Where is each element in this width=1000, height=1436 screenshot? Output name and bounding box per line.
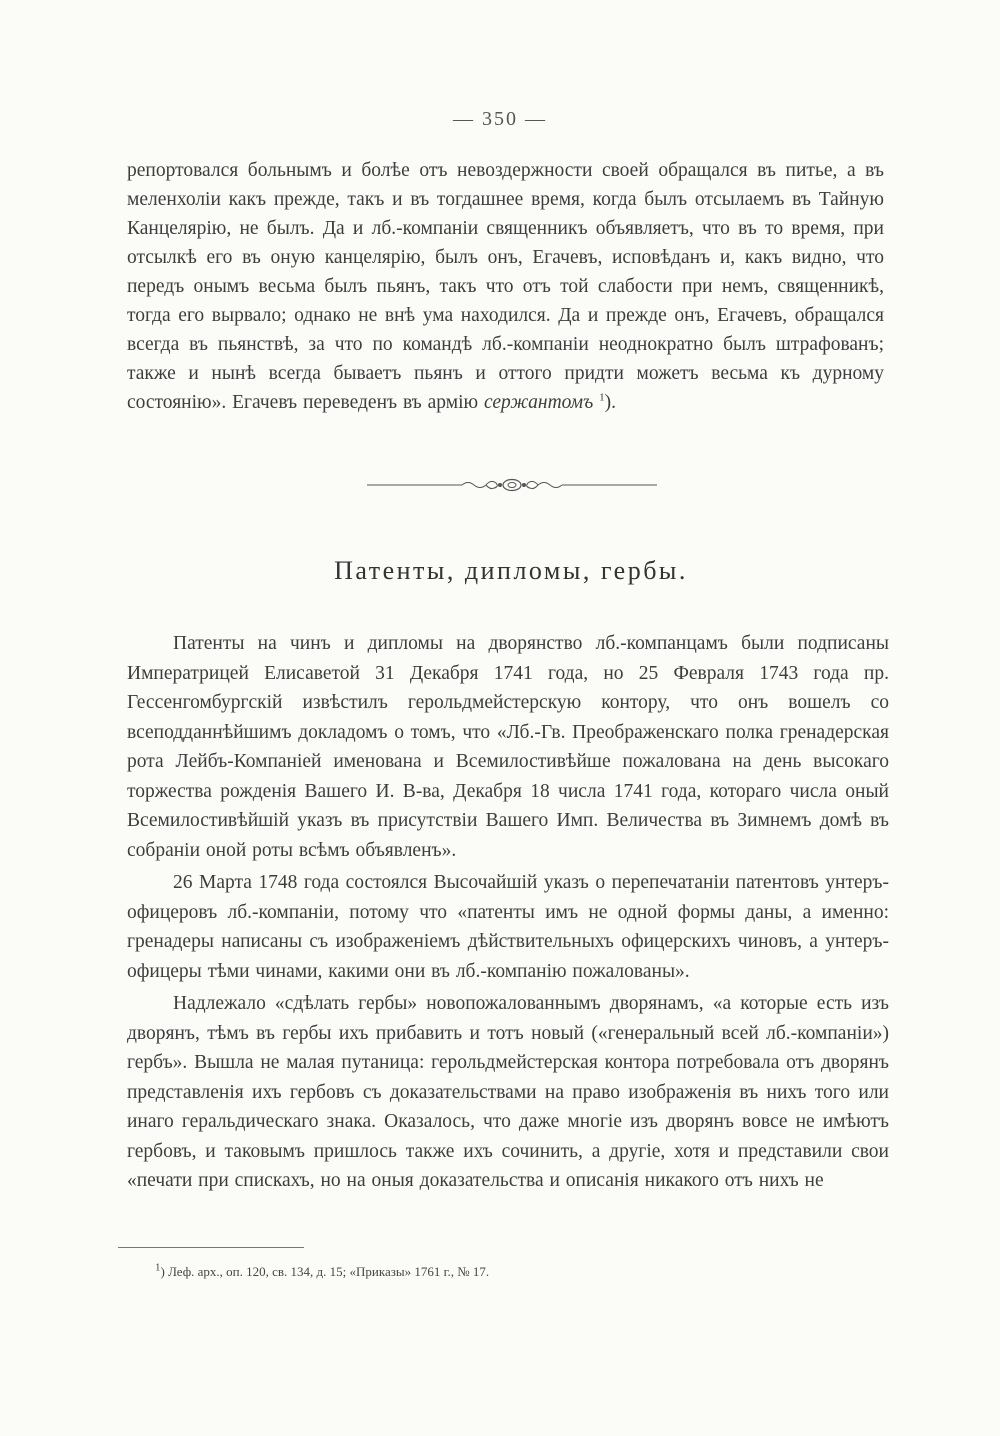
continuation-text [127, 156, 884, 417]
continuation-text-end: ). [604, 392, 616, 413]
footnote-text: ) Леф. арх., оп. 120, св. 134, д. 15; «Приказы» 1761 г., № 17. [160, 1264, 490, 1279]
continuation-text-main: репортовался больнымъ и болѣе отъ невоздержности своей обращался въ питье, а въ меленхоліи какъ прежде, такъ и въ тогдашнее время, когда былъ отсылаемъ въ Тайную Канцелярію, не былъ. Да и лб.-компаніи священникъ объявляетъ, что въ то время, при отсылкѣ его въ оную канцелярію, былъ онъ, Егачевъ, исповѣданъ и, какъ видно, что передъ онымъ весьма былъ пьянъ, такъ что отъ той слабости при немъ, священникѣ, тогда его вырвало; однако не внѣ ума находился. Да и прежде онъ, Егачевъ, обращался всегда въ пьянствѣ, за что по командѣ лб.-компаніи неоднократно былъ штрафованъ; также и нынѣ всегда бываетъ пьянъ и оттого придти можетъ весьма къ дурному состоянію». Егачевъ переведенъ въ армію [127, 160, 884, 413]
section-body [127, 629, 889, 1199]
continuation-paragraph [127, 156, 884, 417]
footnote-reference: 1 [599, 391, 605, 404]
footnote-separator [118, 1247, 304, 1248]
section-heading: Патенты, дипломы, гербы. [334, 556, 688, 585]
emphasized-word: сержантомъ [483, 392, 594, 413]
paragraph-patents: Патенты на чинъ и дипломы на дворянство лб.-компанцамъ были подписаны Императрицей Елисаветой 31 Декабря 1741 года, но 25 Февраля 1743 года пр. Гессенгомбургскій извѣстилъ герольдмейстерскую контору, что онъ вошелъ со всеподданнѣйшимъ докладомъ о томъ, что «Лб.-Гв. Преображенскаго полка гренадерская рота Лейбъ-Компаніей именована и Всемилостивѣйше пожалована на день высокаго торжества рожденія Вашего И. В-ва, Декабря 18 числа 1741 года, котораго числа оный Всемилостивѣйшій указъ въ присутствіи Вашего Имп. Величества въ Зимнемъ домѣ въ собраніи оной роты всѣмъ объявленъ». [127, 633, 889, 861]
paragraph-decree: 26 Марта 1748 года состоялся Высочайшій указъ о перепечатаніи патентовъ унтеръ-офицеровъ лб.-компаніи, потому что «патенты имъ не одной формы даны, а именно: гренадеры написаны съ изображеніемъ дѣйствительныхъ офицерскихъ чиновъ, а унтеръ-офицеры тѣми чинами, какими они въ лб.-компанію пожалованы». [127, 872, 889, 982]
ornamental-divider [367, 474, 657, 496]
page-number: — 350 — [453, 108, 547, 130]
footnote-marker: 1 [155, 1261, 161, 1274]
footnote [155, 1261, 490, 1280]
paragraph-coats-of-arms: Надлежало «сдѣлать гербы» новопожалованнымъ дворянамъ, «а которые есть изъ дворянъ, тѣмъ въ гербы ихъ прибавить и тотъ новый («генеральный всей лб.-компаніи») гербъ». Вышла не малая путаница: герольдмейстерская контора потребовала отъ дворянъ представленія ихъ гербовъ съ доказательствами на право изображенія въ нихъ того или инаго геральдическаго знака. Оказалось, что даже многіе изъ дворянъ вовсе не имѣютъ гербовъ, и таковымъ пришлось также ихъ сочинить, а другіе, хотя и представили свои «печати при спискахъ, но на оныя доказательства и описанія никакого отъ нихъ не [127, 993, 889, 1191]
